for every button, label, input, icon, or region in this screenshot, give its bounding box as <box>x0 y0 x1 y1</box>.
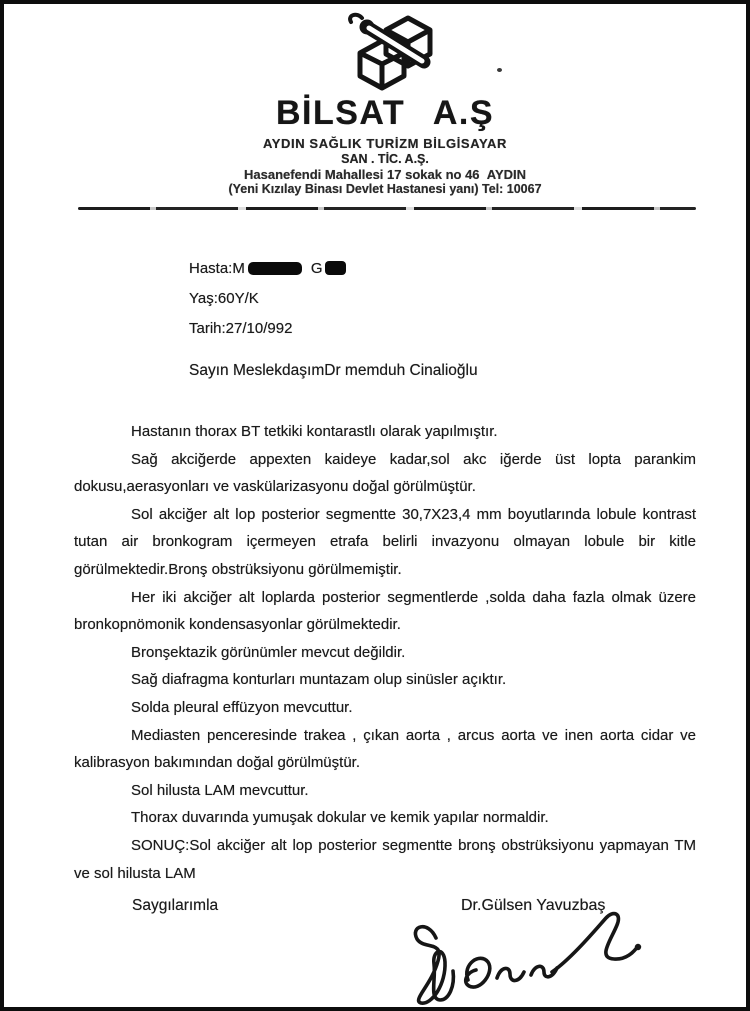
letterhead-divider <box>78 207 696 210</box>
report-paragraph: Mediasten penceresinde trakea , çıkan aorta , arcus aorta ve inen aorta cidar ve kalibrasyon bakımından doğal görülmüştür. <box>74 726 696 772</box>
report-paragraph: Sol hilusta LAM mevcuttur. <box>131 781 309 799</box>
report-paragraph: Sol akciğer alt lop posterior segmentte 30,7X23,4 mm boyutlarında lobule kontrast tutan air bronkogram içermeyen etrafa belirli invazyonu olmayan lobule bir kitle görülmektedir.Bronş obstrüksiyonu görülmemiştir. <box>74 505 696 578</box>
report-paragraph: Bronşektazik görünümler mevcut değildir. <box>131 643 406 661</box>
company-address-2: (Yeni Kızılay Binası Devlet Hastanesi yanı) Tel: 10067 <box>228 182 542 196</box>
scan-speckle <box>497 68 502 72</box>
report-paragraph: Sağ diafragma konturları muntazam olup sinüsler açıktır. <box>131 671 507 689</box>
redacted-name-block-2 <box>325 261 346 275</box>
company-name: BİLSAT A.Ş <box>275 94 495 132</box>
patient-name-label: Hasta:M <box>189 260 245 277</box>
company-address: Hasanefendi Mahallesi 17 sokak no 46 AYDIN <box>243 167 527 182</box>
patient-info-block <box>189 254 346 344</box>
redacted-name-block-1 <box>248 262 302 275</box>
patient-name-initial: G <box>310 260 323 277</box>
company-subtitle: AYDIN SAĞLIK TURİZM BİLGİSAYAR <box>262 136 508 151</box>
report-conclusion: SONUÇ:Sol akciğer alt lop posterior segmentte bronş obstrüksiyonu yapmayan TM ve sol hilusta LAM <box>74 836 696 882</box>
report-paragraph: Her iki akciğer alt loplarda posterior segmentlerde ,solda daha fazla olmak üzere bronkopnömonik kondensasyonlar görülmektedir. <box>74 588 696 634</box>
company-type: SAN . TİC. A.Ş. <box>341 152 429 166</box>
report-paragraph: Solda pleural effüzyon mevcuttur. <box>131 698 353 716</box>
patient-date-line: Tarih:27/10/992 <box>189 320 293 337</box>
salutation-line: Sayın MeslekdaşımDr memduh Cinalioğlu <box>189 362 478 379</box>
signer-name: Dr.Gülsen Yavuzbaş <box>461 897 606 914</box>
company-logo-icon <box>337 10 441 92</box>
report-body <box>74 418 696 887</box>
handwritten-signature-icon <box>400 906 644 1008</box>
report-paragraph: Sağ akciğerde appexten kaideye kadar,sol akc iğerde üst lopta parankim dokusu,aerasyonları ve vaskülarizasyonu doğal görülmüştür. <box>74 450 696 496</box>
closing-regards: Saygılarımla <box>132 897 219 914</box>
patient-age-line: Yaş:60Y/K <box>189 290 259 307</box>
report-paragraph: Hastanın thorax BT tetkiki kontarastlı olarak yapılmıştır. <box>131 423 498 440</box>
letterhead <box>4 10 746 196</box>
patient-name-line <box>189 254 346 284</box>
report-paragraph: Thorax duvarında yumuşak dokular ve kemik yapılar normaldir. <box>131 809 549 827</box>
